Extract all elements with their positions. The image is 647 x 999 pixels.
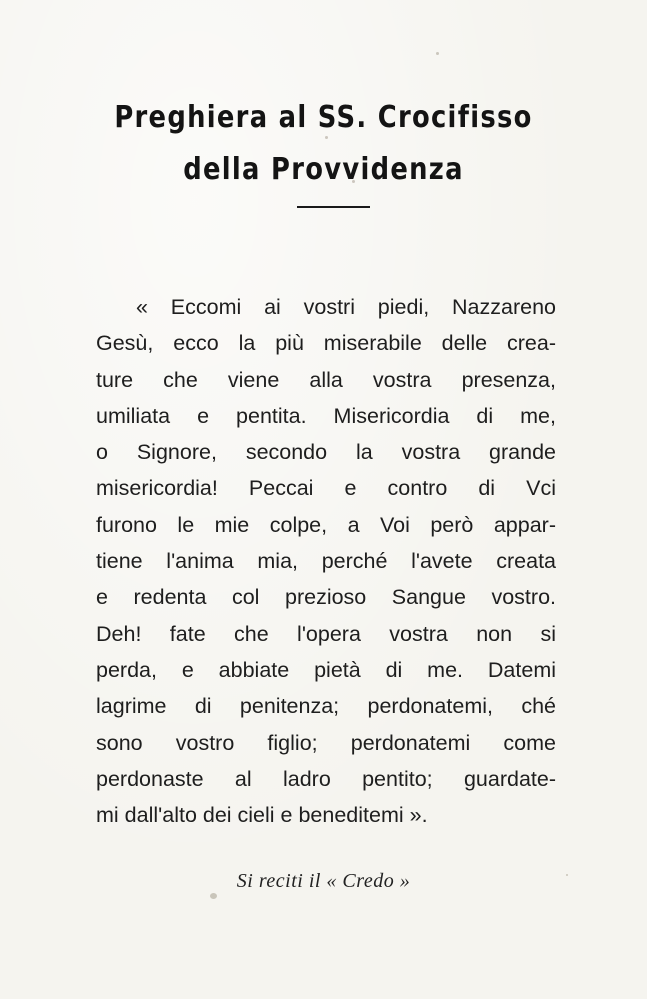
prayer-line: ture che viene alla vostra presenza, xyxy=(96,367,556,392)
prayer-line: umiliata e pentita. Misericordia di me, xyxy=(96,403,556,428)
prayer-line: perda, e abbiate pietà di me. Datemi xyxy=(96,657,556,682)
prayer-line: perdonaste al ladro pentito; guardate- xyxy=(96,766,556,791)
credo-instruction: Si reciti il « Credo » xyxy=(236,870,411,892)
prayer-line: misericordia! Peccai e contro di Vci xyxy=(96,476,556,501)
title-divider xyxy=(297,206,370,208)
paper-speck xyxy=(566,874,568,876)
prayer-line: Gesù, ecco la più miserabile delle crea- xyxy=(96,331,556,356)
prayer-line: sono vostro figlio; perdonatemi come xyxy=(96,730,556,755)
paper-speck xyxy=(210,893,217,899)
prayer-line: o Signore, secondo la vostra grande xyxy=(96,440,556,465)
title-line-1: Preghiera al SS. Crocifisso xyxy=(114,100,533,135)
paper-speck xyxy=(352,180,355,183)
prayer-line: e redenta col prezioso Sangue vostro. xyxy=(96,585,556,610)
prayer-line: tiene l'anima mia, perché l'avete creata xyxy=(96,549,556,574)
prayer-line: mi dall'alto dei cieli e beneditemi ». xyxy=(96,803,428,828)
title-line-2: della Provvidenza xyxy=(183,152,464,187)
paper-speck xyxy=(325,136,328,139)
prayer-text xyxy=(96,289,556,833)
prayer-line: lagrime di penitenza; perdonatemi, ché xyxy=(96,694,556,719)
prayer-line: « Eccomi ai vostri piedi, Nazzareno xyxy=(136,295,556,319)
prayer-title xyxy=(45,92,601,196)
paper-speck xyxy=(436,52,439,55)
prayer-line: furono le mie colpe, a Voi però appar- xyxy=(96,512,556,537)
prayer-line: Deh! fate che l'opera vostra non si xyxy=(96,621,556,646)
